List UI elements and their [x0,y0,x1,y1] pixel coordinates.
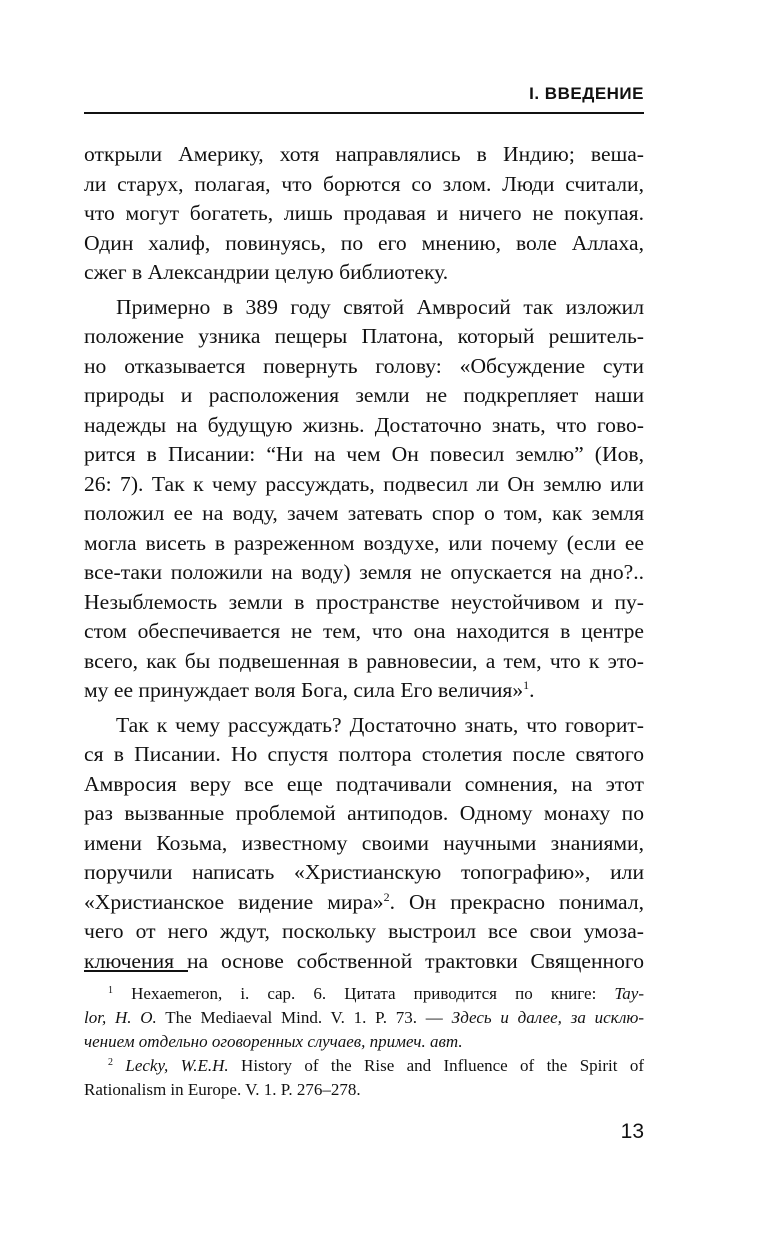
footnote-1-line [84,1030,644,1054]
text-line [84,676,644,706]
footnote-text: The Mediaeval Mind. V. 1. P. 73. — [156,1008,452,1027]
footnote-text: History of the Rise and Influence of the Spirit of [228,1056,644,1075]
footnotes [84,982,644,1102]
text-line: Так к чему рассуждать? Достаточно знать, что говорит- [116,712,644,737]
text-line: природы и расположения земли не подкрепляет наши [84,383,644,407]
text-line: Примерно в 389 году святой Амвросий так изложил [116,294,644,319]
text-line: всего, как бы подвешенная в равновесии, а тем, что к это- [84,648,644,673]
text-line: все-таки положили на воду) земля не опускается на дно?.. [84,560,644,584]
footnote-ref-1[interactable]: 1 [523,678,530,692]
footnote-rule [84,970,188,972]
text-line: рится в Писании: “Ни на чем Он повесил землю” (Иов, [84,442,644,466]
footnote-number: 2 [108,1057,113,1068]
text-line: открыли Америку, хотя направлялись в Индию; веша- [84,142,644,166]
footnote-italic: Tay- [614,984,645,1003]
page-number: 13 [620,1120,644,1143]
text-line: Незыблемость земли в пространстве неустойчивом и пу- [84,589,644,614]
running-header: I. ВВЕДЕНИЕ [529,84,644,103]
paragraph-2 [84,293,644,706]
text-line: надежды на будущую жизнь. Достаточно знать, что гово- [84,412,644,437]
text-line: чего от него ждут, поскольку выстроил все свои умоза- [84,919,644,943]
text-line: положил ее на воду, зачем затевать спор о том, как земля [84,501,644,525]
text-segment: . Он прекрасно понимал, [389,889,644,914]
text-line: Амвросия веру все еще подтачивали сомнения, на этот [84,771,644,796]
text-line: что могут богатеть, лишь продавая и ничего не покупая. [84,201,644,225]
text-line: но отказывается повернуть голову: «Обсуждение сути [84,353,644,378]
footnote-ref-2[interactable]: 2 [383,889,390,904]
text-segment: «Христианское видение мира» [84,889,384,914]
text-line: имени Козьма, известному своими научными знаниями, [84,830,644,855]
text-line: Один халиф, повинуясь, по его мнению, воле Аллаха, [84,230,644,255]
paragraph-3 [84,711,644,977]
main-text [84,140,644,976]
paragraph-1 [84,140,644,288]
text-line: поручили написать «Христианскую топографию», или [84,860,644,884]
header-rule [84,112,644,114]
text-line: стом обеспечивается не тем, что она находится в центре [84,619,644,643]
footnote-italic: чением отдельно оговоренных случаев, примеч. авт. [84,1032,463,1051]
footnote-number: 1 [108,985,113,996]
text-segment: му ее принуждает воля Бога, сила Его величия» [84,678,524,702]
text-line: могла висеть в разреженном воздухе, или почему (если ее [84,530,644,555]
text-line [84,888,644,918]
text-line: сжег в Александрии целую библиотеку. [84,260,449,284]
footnote-italic: Здесь и далее, за исклю- [451,1008,645,1027]
text-segment: . [529,678,535,702]
footnote-italic: Lecky, W.E.H. [125,1056,229,1075]
text-line: ся в Писании. Но спустя полтора столетия после святого [84,742,644,766]
footnote-1-line [84,982,644,1006]
footnote-2-line: Rationalism in Europe. V. 1. P. 276–278. [84,1080,361,1099]
text-line: ли старух, полагая, что борются со злом. Люди считали, [84,171,644,196]
text-line: 26: 7). Так к чему рассуждать, подвесил ли Он землю или [84,471,644,496]
text-line: раз вызванные проблемой антиподов. Одному монаху по [84,801,644,825]
footnote-2-line [84,1054,644,1078]
footnote-italic: lor, H. O. [84,1008,157,1027]
footnote-1-line [84,1006,644,1030]
text-line: положение узника пещеры Платона, который решитель- [84,324,644,348]
text-line: ключения на основе собственной трактовки Священного [84,948,644,973]
footnote-text: Hexaemeron, i. cap. 6. Цитата приводится по книге: [131,984,615,1003]
